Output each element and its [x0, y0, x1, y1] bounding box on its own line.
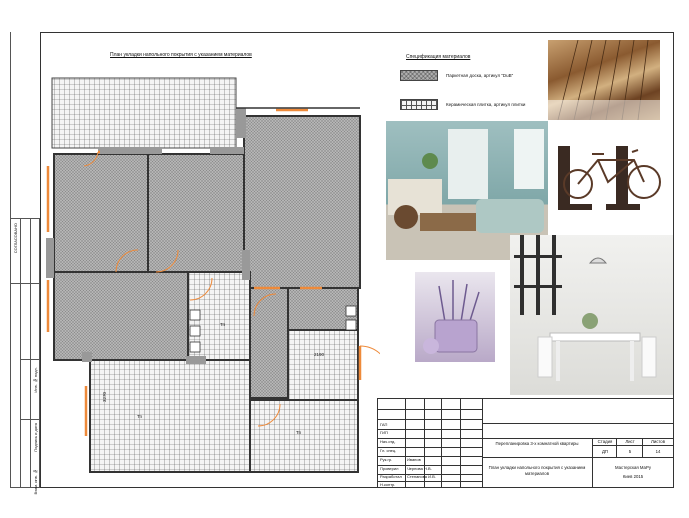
sheets-value: 14 [655, 449, 661, 454]
kitchen-floor [90, 360, 250, 472]
legend-tile-label: Керамическая плитка, артикул плитки [446, 102, 526, 107]
name-developed: Степанова И.В. [407, 474, 436, 479]
corridor-floor [250, 288, 288, 398]
room-3-floor [54, 272, 188, 360]
wall-segment [242, 250, 250, 280]
legend-laminate-swatch [400, 70, 438, 81]
stage-value: ДП [602, 449, 608, 454]
name-checked: Чернова Н.В. [407, 466, 432, 471]
row-checked: Проверил [380, 466, 399, 471]
city-year: Киев 2015 [622, 474, 644, 479]
row-head-dept: Нач.отд. [380, 439, 396, 444]
lavender-photo [415, 272, 495, 362]
project-title: Перепланировка 3-х комнатной квартиры [495, 441, 579, 446]
wood-samples-photo [548, 40, 660, 120]
sign-date-label: Подпись и дата [33, 423, 38, 452]
legend-tile-swatch [400, 99, 438, 110]
sheets-label: Листов [651, 439, 665, 444]
floor-plan [40, 70, 380, 480]
hall-floor [288, 330, 358, 400]
room-mark: Тп [220, 322, 225, 327]
room-mark: Тп [296, 430, 301, 435]
title-block [377, 398, 674, 488]
row-gip: ГИП [380, 430, 388, 435]
bicycle-bookends-photo [548, 124, 672, 224]
drawing-title: План укладки напольного покрытия с указанием материалов [488, 465, 586, 476]
wall-segment [186, 356, 206, 364]
organization: Мастерская МаРу [615, 465, 651, 470]
dining-room-photo [510, 235, 673, 395]
side-stamp [10, 218, 40, 495]
wall-segment [210, 147, 244, 154]
sheet-value: 5 [628, 449, 632, 454]
legend-laminate-label: Паркетная доска, артикул "DuB" [446, 73, 514, 78]
sheet-label: Лист [625, 439, 635, 444]
row-chief-spec: Гл. спец. [380, 448, 397, 453]
wall-segment [236, 108, 246, 138]
row-developed: Разработал [380, 474, 402, 479]
wall-segment [46, 238, 54, 278]
stage-label: Стадия [597, 439, 613, 444]
room-mark: Тп [137, 414, 142, 419]
dimension-left: 3270 [102, 391, 107, 402]
wall-segment [98, 147, 162, 154]
bedroom-2-floor [148, 154, 244, 272]
row-group-lead: Рук.гр. [380, 457, 393, 462]
wall-segment [82, 352, 92, 362]
living-room-floor [244, 116, 360, 288]
name-group-lead: Иванов [407, 457, 421, 462]
agreed-label: СОГЛАСОВАНО [13, 223, 18, 254]
replace-inv-label: Взам. инв. № [33, 469, 38, 495]
entry-floor [250, 400, 358, 472]
row-norm-control: Н.контр. [380, 482, 396, 487]
legend-title: Спецификация материалов [406, 54, 471, 60]
balcony-floor [52, 78, 236, 148]
plan-title: План укладки напольного покрытия с указанием материалов [110, 52, 252, 58]
bedroom-1-floor [54, 154, 148, 272]
row-gap: ГАП [380, 422, 388, 427]
dimension-right: 2190 [314, 352, 325, 357]
inv-orig-label: Инв. № подл. [33, 367, 38, 393]
